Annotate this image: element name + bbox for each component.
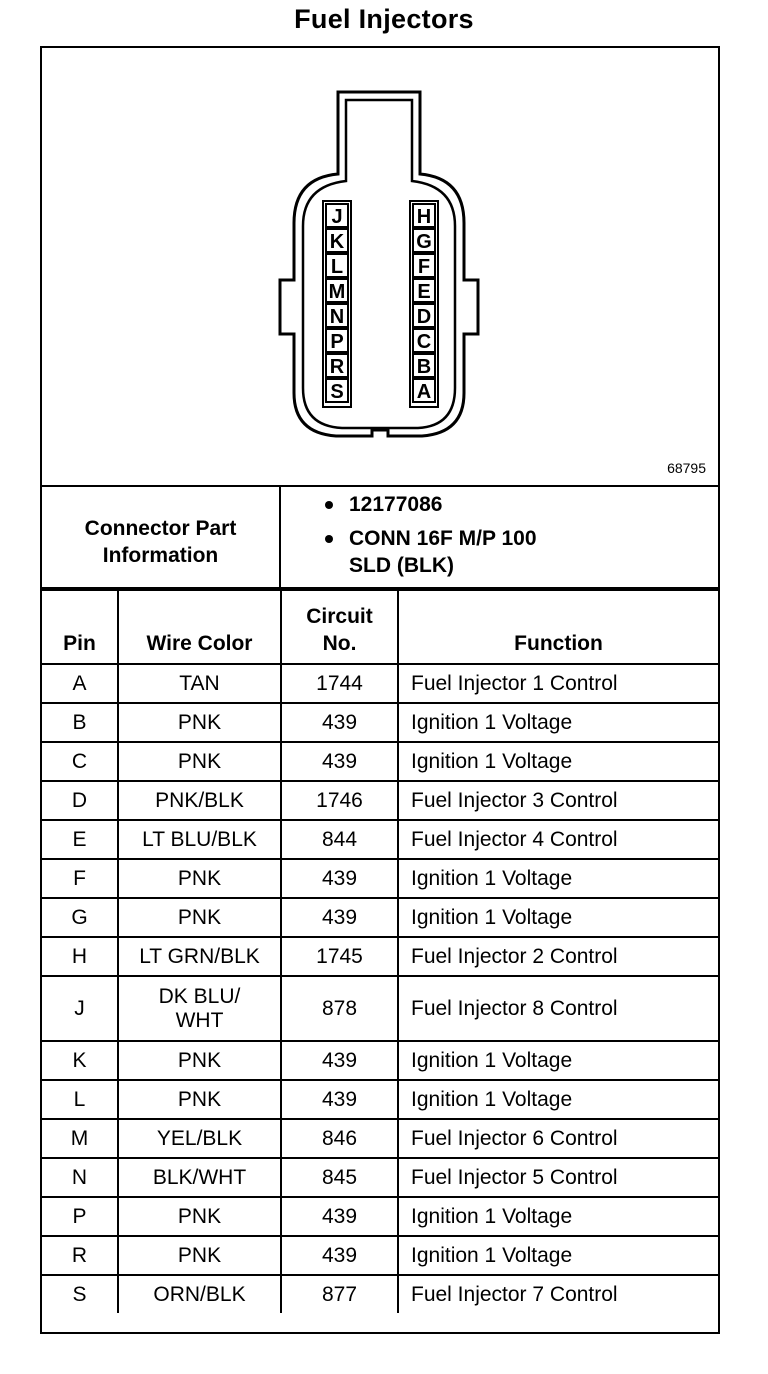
connector-face-drawing — [42, 48, 718, 485]
pin-label-b: B — [416, 356, 432, 378]
function-cell: Ignition 1 Voltage — [398, 742, 718, 781]
pin-cell: R — [42, 1236, 118, 1275]
pin-label-j: J — [331, 206, 343, 228]
wire-color-cell: YEL/BLK — [118, 1119, 281, 1158]
pin-label-m: M — [328, 281, 346, 303]
pin-cell: C — [42, 742, 118, 781]
table-row — [42, 937, 718, 976]
pin-label-f: F — [417, 256, 431, 278]
wire-color-cell: BLK/WHT — [118, 1158, 281, 1197]
connector-info-values — [283, 487, 718, 587]
table-row — [42, 820, 718, 859]
header-circuit-line2: No. — [322, 632, 357, 655]
connector-info-label — [42, 487, 281, 587]
header-circuit-no — [281, 590, 398, 664]
pin-label-a: A — [416, 381, 432, 403]
wire-color-cell: LT GRN/BLK — [118, 937, 281, 976]
pin-label-c: C — [416, 331, 432, 353]
wire-color-line1: DK BLU/ — [158, 984, 241, 1008]
pin-cell: J — [42, 976, 118, 1041]
connector-frame — [40, 46, 720, 1334]
bullet-icon — [325, 535, 333, 543]
circuit-cell: 1746 — [281, 781, 398, 820]
table-row — [42, 1119, 718, 1158]
part-number: 12177086 — [349, 493, 443, 516]
pin-label-g: G — [416, 231, 432, 253]
circuit-cell: 439 — [281, 1080, 398, 1119]
pin-label-l: L — [330, 256, 344, 278]
circuit-cell: 439 — [281, 898, 398, 937]
pin-cell: N — [42, 1158, 118, 1197]
connector-description-line1: CONN 16F M/P 100 — [349, 527, 537, 550]
header-pin: Pin — [42, 590, 118, 664]
function-cell: Fuel Injector 2 Control — [398, 937, 718, 976]
wire-color-cell: LT BLU/BLK — [118, 820, 281, 859]
table-header-row — [42, 590, 718, 664]
pin-cell: D — [42, 781, 118, 820]
pin-label-k: K — [329, 231, 345, 253]
bullet-icon — [325, 501, 333, 509]
table-row — [42, 664, 718, 703]
pin-label-p: P — [330, 331, 344, 353]
connector-description-line2: SLD (BLK) — [349, 554, 454, 577]
wire-color-cell: PNK/BLK — [118, 781, 281, 820]
connector-info-label-line1: Connector Part — [84, 517, 237, 540]
wire-color-cell: ORN/BLK — [118, 1275, 281, 1313]
table-row — [42, 781, 718, 820]
circuit-cell: 877 — [281, 1275, 398, 1313]
circuit-cell: 439 — [281, 742, 398, 781]
pinout-table-body — [42, 664, 718, 1313]
wire-color-cell: PNK — [118, 1041, 281, 1080]
circuit-cell: 439 — [281, 1236, 398, 1275]
circuit-cell: 846 — [281, 1119, 398, 1158]
pin-cell: G — [42, 898, 118, 937]
circuit-cell: 845 — [281, 1158, 398, 1197]
header-wire-color: Wire Color — [118, 590, 281, 664]
pin-cell: A — [42, 664, 118, 703]
circuit-cell: 439 — [281, 1197, 398, 1236]
pin-label-r: R — [329, 356, 345, 378]
pin-cell: B — [42, 703, 118, 742]
function-cell: Ignition 1 Voltage — [398, 1041, 718, 1080]
pinout-table — [42, 589, 718, 1313]
table-row — [42, 742, 718, 781]
left-pin-column — [323, 201, 351, 407]
wire-color-line2: WHT — [175, 1008, 224, 1032]
function-cell: Fuel Injector 8 Control — [398, 976, 718, 1041]
pin-cell: S — [42, 1275, 118, 1313]
table-row — [42, 1158, 718, 1197]
pin-label-s: S — [330, 381, 344, 403]
table-row — [42, 1197, 718, 1236]
circuit-cell: 439 — [281, 1041, 398, 1080]
function-cell: Ignition 1 Voltage — [398, 703, 718, 742]
circuit-cell: 844 — [281, 820, 398, 859]
function-cell: Fuel Injector 3 Control — [398, 781, 718, 820]
pin-cell: M — [42, 1119, 118, 1158]
function-cell: Fuel Injector 5 Control — [398, 1158, 718, 1197]
table-row — [42, 1236, 718, 1275]
connector-housing-outline — [280, 92, 478, 436]
circuit-cell: 878 — [281, 976, 398, 1041]
function-cell: Ignition 1 Voltage — [398, 1236, 718, 1275]
right-pin-column — [410, 201, 438, 407]
function-cell: Fuel Injector 6 Control — [398, 1119, 718, 1158]
circuit-cell: 439 — [281, 703, 398, 742]
figure-number: 68795 — [667, 460, 706, 476]
circuit-cell: 1745 — [281, 937, 398, 976]
wire-color-cell — [118, 976, 281, 1041]
pin-cell: L — [42, 1080, 118, 1119]
wire-color-cell: PNK — [118, 898, 281, 937]
function-cell: Ignition 1 Voltage — [398, 1080, 718, 1119]
pin-label-n: N — [329, 306, 345, 328]
table-row — [42, 859, 718, 898]
connector-info-label-line2: Information — [102, 544, 219, 567]
function-cell: Fuel Injector 1 Control — [398, 664, 718, 703]
pin-label-d: D — [416, 306, 432, 328]
circuit-cell: 1744 — [281, 664, 398, 703]
wire-color-cell: PNK — [118, 1236, 281, 1275]
header-circuit-line1: Circuit — [306, 605, 373, 628]
wire-color-cell: PNK — [118, 742, 281, 781]
wire-color-cell: PNK — [118, 703, 281, 742]
header-function: Function — [398, 590, 718, 664]
function-cell: Fuel Injector 4 Control — [398, 820, 718, 859]
wire-color-cell: TAN — [118, 664, 281, 703]
wire-color-cell: PNK — [118, 859, 281, 898]
pin-label-e: E — [417, 281, 431, 303]
table-row — [42, 1080, 718, 1119]
pin-cell: E — [42, 820, 118, 859]
pin-cell: H — [42, 937, 118, 976]
function-cell: Fuel Injector 7 Control — [398, 1275, 718, 1313]
function-cell: Ignition 1 Voltage — [398, 859, 718, 898]
pin-cell: F — [42, 859, 118, 898]
function-cell: Ignition 1 Voltage — [398, 898, 718, 937]
connector-part-information — [42, 487, 718, 589]
pin-cell: K — [42, 1041, 118, 1080]
function-cell: Ignition 1 Voltage — [398, 1197, 718, 1236]
table-row — [42, 1275, 718, 1313]
pin-cell: P — [42, 1197, 118, 1236]
pin-label-h: H — [416, 206, 432, 228]
table-row — [42, 703, 718, 742]
diagram-title: Fuel Injectors — [294, 4, 474, 34]
wire-color-cell: PNK — [118, 1197, 281, 1236]
connector-diagram — [42, 48, 718, 487]
table-row — [42, 1041, 718, 1080]
circuit-cell: 439 — [281, 859, 398, 898]
table-row — [42, 898, 718, 937]
wire-color-cell: PNK — [118, 1080, 281, 1119]
table-row — [42, 976, 718, 1041]
